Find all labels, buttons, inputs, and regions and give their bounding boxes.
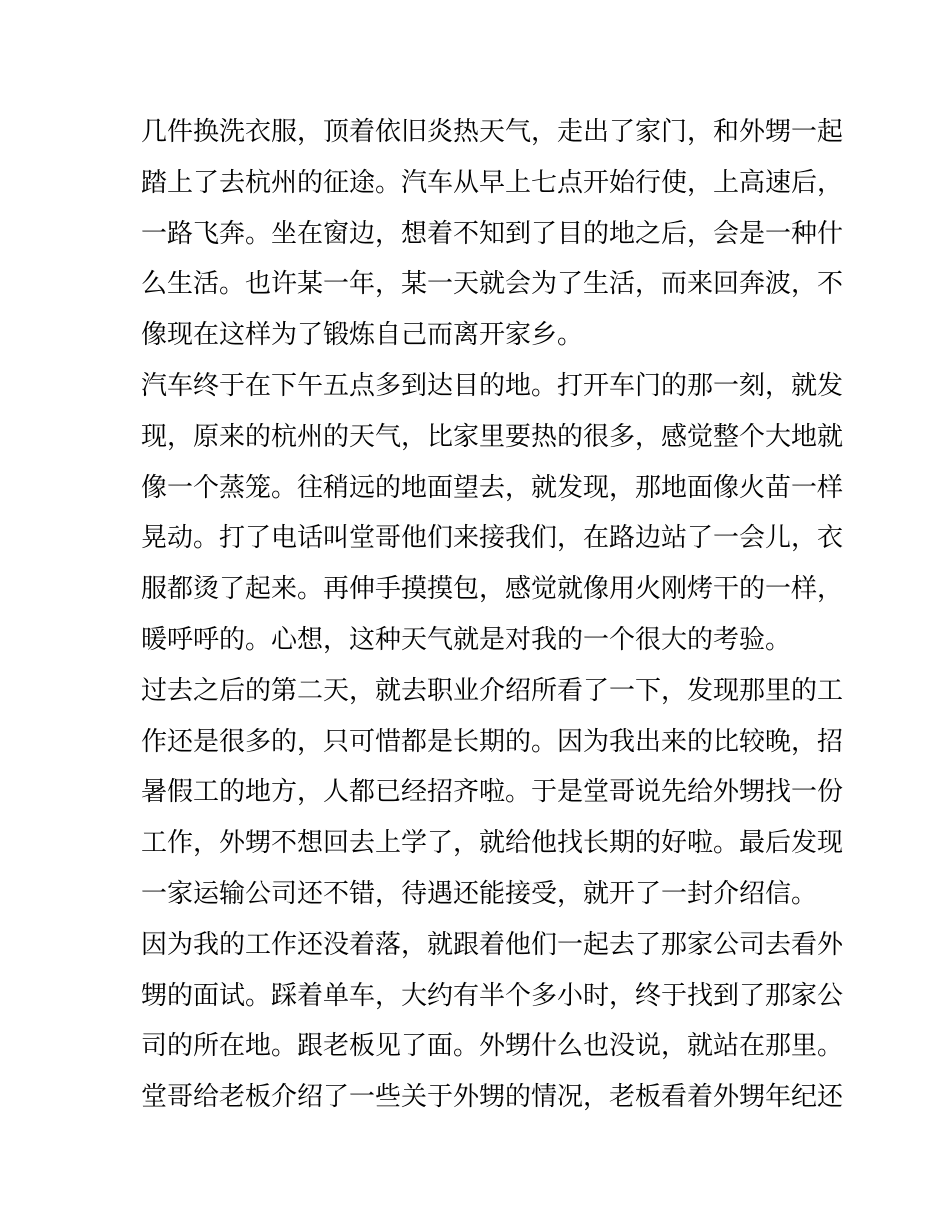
text-line-8: 像一个蒸笼。往稍远的地面望去，就发现，那地面像火苗一样 xyxy=(141,472,844,503)
text-line-12: 过去之后的第二天，就去职业介绍所看了一下，发现那里的工 xyxy=(141,675,844,706)
text-line-3: 一路飞奔。坐在窗边，想着不知到了目的地之后，会是一种什 xyxy=(141,218,844,249)
text-line-15: 工作，外甥不想回去上学了，就给他找长期的好啦。最后发现 xyxy=(141,828,844,859)
text-line-11: 暖呼呼的。心想，这种天气就是对我的一个很大的考验。 xyxy=(141,624,792,655)
text-line-7: 现，原来的杭州的天气，比家里要热的很多，感觉整个大地就 xyxy=(141,421,844,452)
text-line-17: 因为我的工作还没着落，就跟着他们一起去了那家公司去看外 xyxy=(141,929,844,960)
text-line-1: 几件换洗衣服，顶着依旧炎热天气，走出了家门，和外甥一起 xyxy=(141,117,844,147)
text-line-18: 甥的面试。踩着单车，大约有半个多小时，终于找到了那家公 xyxy=(141,980,844,1011)
text-line-10: 服都烫了起来。再伸手摸摸包，感觉就像用火刚烤干的一样， xyxy=(141,574,844,605)
body-text xyxy=(141,107,844,1123)
text-line-19: 司的所在地。跟老板见了面。外甥什么也没说，就站在那里。 xyxy=(141,1031,844,1062)
text-line-4: 么生活。也许某一年，某一天就会为了生活，而来回奔波，不 xyxy=(141,269,844,300)
text-line-2: 踏上了去杭州的征途。汽车从早上七点开始行使，上高速后， xyxy=(141,167,844,198)
text-line-5: 像现在这样为了锻炼自己而离开家乡。 xyxy=(141,320,584,351)
text-line-13: 作还是很多的，只可惜都是长期的。因为我出来的比较晚，招 xyxy=(141,726,844,757)
text-line-14: 暑假工的地方，人都已经招齐啦。于是堂哥说先给外甥找一份 xyxy=(141,777,844,808)
text-line-16: 一家运输公司还不错，待遇还能接受，就开了一封介绍信。 xyxy=(141,878,818,909)
text-line-6: 汽车终于在下午五点多到达目的地。打开车门的那一刻，就发 xyxy=(141,370,844,401)
text-line-9: 晃动。打了电话叫堂哥他们来接我们，在路边站了一会儿，衣 xyxy=(141,523,844,554)
text-line-20: 堂哥给老板介绍了一些关于外甥的情况，老板看着外甥年纪还 xyxy=(141,1082,844,1113)
